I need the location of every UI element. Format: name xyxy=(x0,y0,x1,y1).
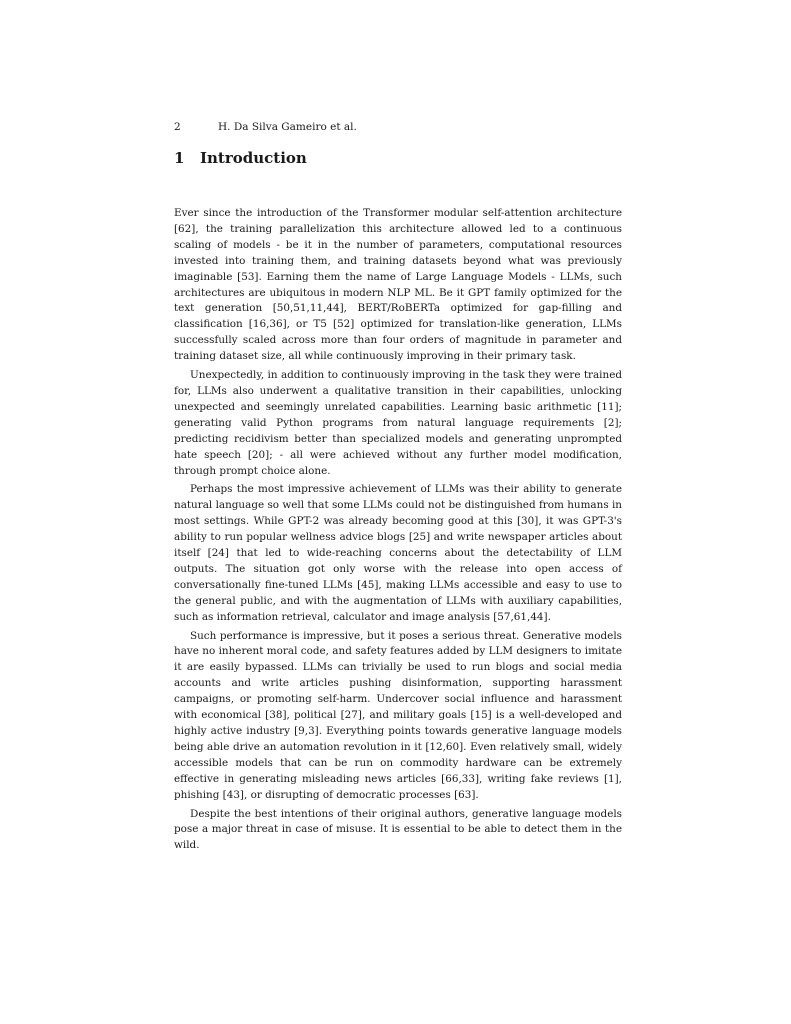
paragraph: Perhaps the most impressive achievement of LLMs was their ability to generate natural language so well that some LLMs could not be distinguished from humans in most settings. While GPT-2 was already becoming good at this [30], it was GPT-3's ability to run popular wellness advice blogs [25] and write newspaper articles about itself [24] that led to wide-reaching concerns about the detectability of LLM outputs. The situation got only worse with the release into open access of conversationally fine-tuned LLMs [45], making LLMs accessible and easy to use to the general public, and with the augmentation of LLMs with auxiliary capabilities, such as information retrieval, calculator and image analysis [57,61,44]. xyxy=(174,483,622,623)
paragraph: Ever since the introduction of the Transformer modular self-attention architecture [62], the training parallelization this architecture allowed led to a continuous scaling of models - be it in the number of parameters, computational resources invested into training them, and training datasets beyond what was previously imaginable [53]. Earning them the name of Large Language Models - LLMs, such architectures are ubiquitous in modern NLP ML. Be it GPT family optimized for the text generation [50,51,11,44], BERT/RoBERTa optimized for gap-filling and classification [16,36], or T5 [52] optimized for translation-like generation, LLMs successfully scaled across more than four orders of magnitude in parameter and training dataset size, all while continuously improving in their primary task. xyxy=(174,207,622,363)
author-line: H. Da Silva Gameiro et al. xyxy=(218,121,357,133)
paragraph: Despite the best intentions of their original authors, generative language models pose a major threat in case of misuse. It is essential to be able to detect them in the wild. xyxy=(174,807,622,852)
paragraph: Unexpectedly, in addition to continuously improving in the task they were trained for, LLMs also underwent a qualitative transition in their capabilities, unlocking unexpected and seemingly unrelated capabilities. Learning basic arithmetic [11]; generating valid Python programs from natural language requirements [2]; predicting recidivism better than specialized models and generating unprompted hate speech [20]; - all were achieved without any further model modification, through prompt choice alone. xyxy=(174,369,622,477)
section-title: Introduction xyxy=(200,149,307,167)
running-head xyxy=(174,120,622,134)
paragraph: Such performance is impressive, but it poses a serious threat. Generative models have no inherent moral code, and safety features added by LLM designers to imitate it are easily bypassed. LLMs can trivially be used to run blogs and social media accounts and write articles pushing disinformation, supporting harassment campaigns, or promoting self-harm. Undercover social influence and harassment with economical [38], political [27], and military goals [15] is a well-developed and highly active industry [9,3]. Everything points towards generative language models being able drive an automation revolution in it [12,60]. Even relatively small, widely accessible models that can be run on commodity hardware can be extremely effective in generating misleading news articles [66,33], writing fake reviews [1], phishing [43], or disrupting of democratic processes [63]. xyxy=(174,629,622,801)
body-text xyxy=(174,206,622,857)
section-heading xyxy=(174,148,622,168)
page-number: 2 xyxy=(174,121,181,133)
section-number: 1 xyxy=(174,149,185,167)
